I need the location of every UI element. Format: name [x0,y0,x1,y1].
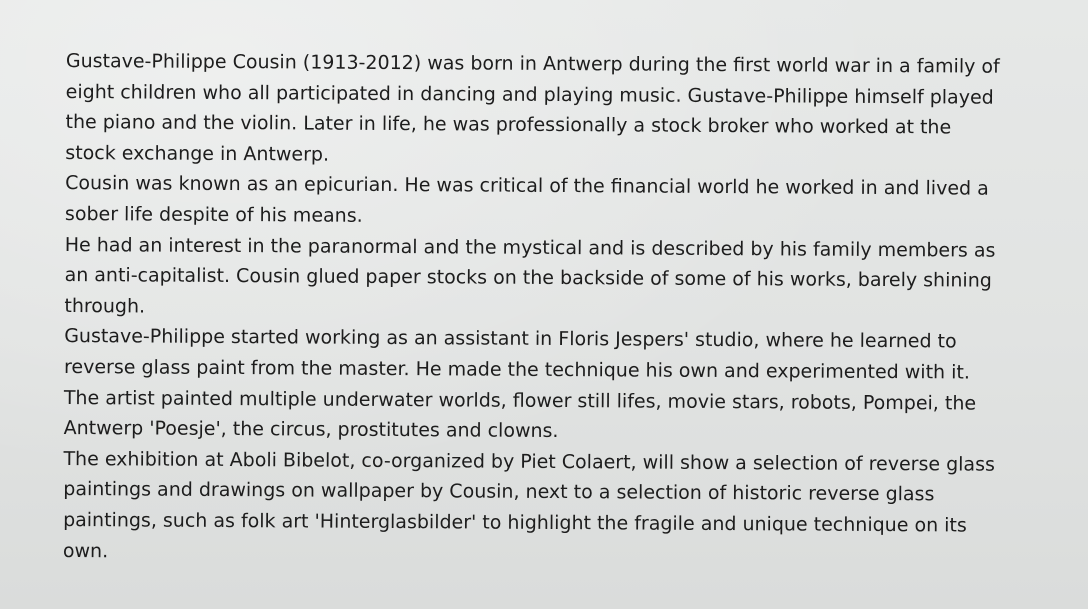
text-line: an anti-capitalist. Cousin glued paper stocks on the backside of some of his works, barely shining [64,264,992,292]
text-line: sober life despite of his means. [64,202,363,227]
text-line: The artist painted multiple underwater worlds, flower still lifes, movie stars, robots, Pompei, the [63,386,977,415]
paragraph-biography [65,46,1026,174]
text-line: eight children who all participated in dancing and playing music. Gustave-Philippe himself played [65,80,994,109]
text-line: the piano and the violin. Later in life, he was professionally a stock broker who worked at the [65,111,952,139]
text-line: He had an interest in the paranormal and the mystical and is described by his family members as [64,233,996,262]
paragraph-epicurian [65,168,1025,235]
text-line: own. [62,539,109,562]
text-line: reverse glass paint from the master. He made the technique his own and experimented with it. [63,355,970,384]
paragraph-technique [64,321,1025,449]
text-line: through. [64,294,146,318]
text-line: paintings, such as folk art 'Hinterglasbilder' to highlight the fragile and unique technique on its [63,508,967,537]
text-line: Cousin was known as an epicurian. He was critical of the financial world he worked in and lived a [65,172,989,201]
text-line: paintings and drawings on wallpaper by Cousin, next to a selection of historic reverse glass [63,478,935,506]
paragraph-exhibition [63,444,1024,572]
paragraph-paranormal [64,230,1025,328]
text-line: Gustave-Philippe started working as an assistant in Floris Jespers' studio, where he learned to [64,325,957,353]
text-line: Antwerp 'Poesje', the circus, prostitutes and clowns. [63,417,559,443]
biography-text [63,46,1026,572]
text-line: stock exchange in Antwerp. [65,141,330,166]
text-line: Gustave-Philippe Cousin (1913-2012) was born in Antwerp during the first world war in a family of [65,49,1000,78]
text-line: The exhibition at Aboli Bibelot, co-organized by Piet Colaert, will show a selection of reverse glass [63,447,995,476]
